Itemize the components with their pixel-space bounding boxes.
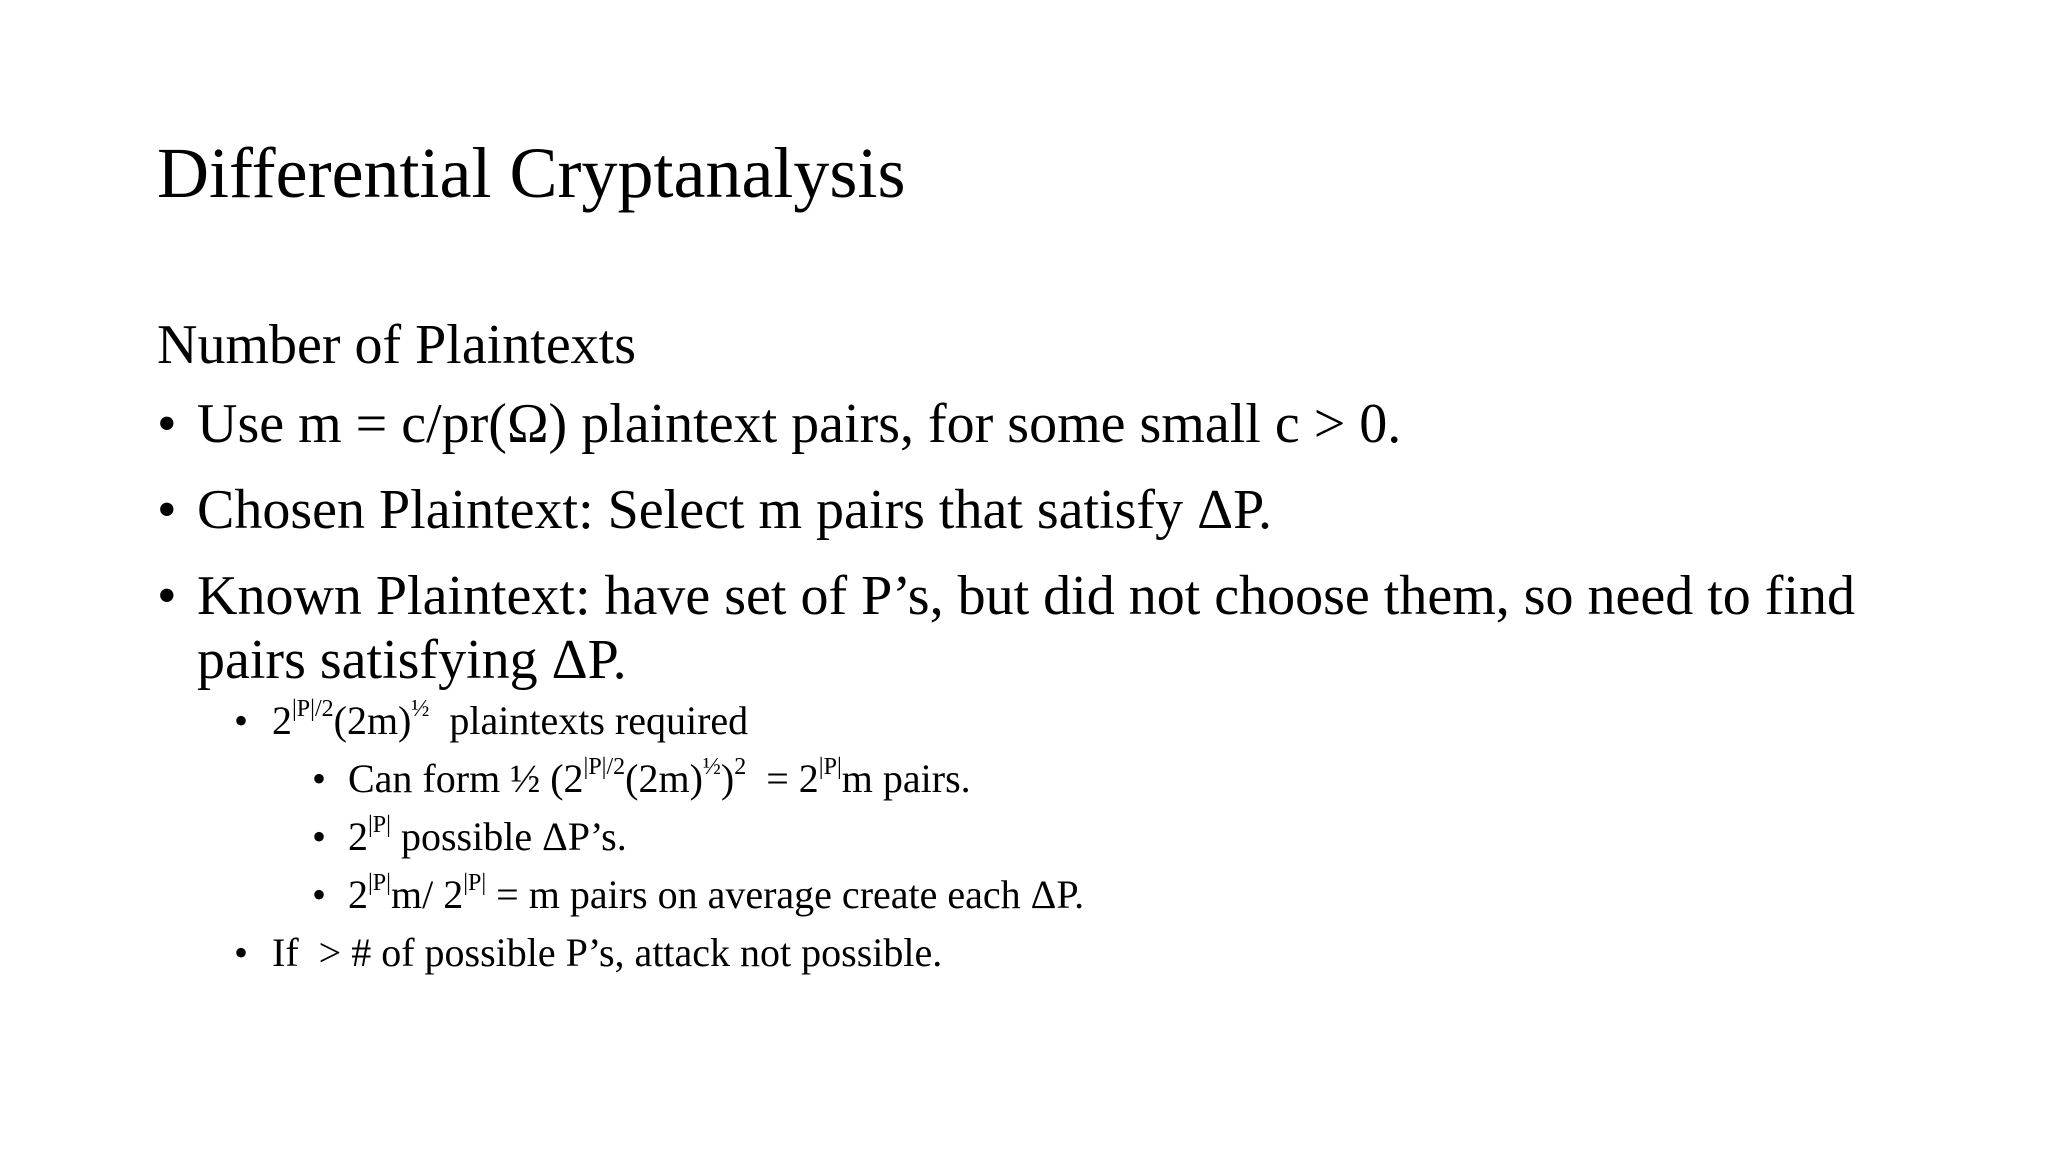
formula-close: ) [720, 756, 735, 801]
formula-middle: (2m) [625, 756, 703, 801]
bullet-text: Use m = c/pr(Ω) plaintext pairs, for some small c > 0. [197, 393, 1402, 455]
bullet-pairs-count [157, 392, 1897, 456]
formula-base: 2 [348, 872, 368, 917]
bullet-chosen-plaintext [157, 478, 1897, 542]
sub-sub-bullet-average-pairs [312, 872, 1897, 918]
sub-bullet-attack-not-possible [234, 930, 1897, 976]
section-heading: Number of Plaintexts [157, 314, 637, 376]
slide-title: Differential Cryptanalysis [157, 133, 906, 213]
bullet-dot: • [234, 930, 249, 975]
formula-half: ½ [702, 754, 721, 781]
bullet-dot: • [157, 479, 177, 541]
bullet-text: Chosen Plaintext: Select m pairs that satisfy ΔP. [197, 479, 1273, 541]
formula-exponent: |P|/2 [583, 754, 626, 781]
formula-exponent: |P| [463, 870, 487, 897]
formula-base: 2 [348, 814, 368, 859]
slide-body [157, 310, 1897, 988]
formula-exponent: |P| [368, 870, 391, 897]
formula-base: 2 [272, 698, 292, 743]
formula-exponent: |P|/2 [292, 696, 334, 723]
formula-exponent: |P| [818, 754, 842, 781]
bullet-text: Known Plaintext: have set of P’s, but did not choose them, so need to find pairs satisfying ΔP. [197, 565, 1856, 691]
bullet-dot: • [157, 565, 177, 627]
bullet-dot: • [312, 756, 327, 801]
sub-sub-bullet-possible-deltas [312, 814, 1897, 860]
formula-post: m pairs. [841, 756, 971, 801]
sub-sub-bullet-form-pairs [312, 756, 1897, 802]
bullet-dot: • [157, 393, 177, 455]
formula-post: possible ΔP’s. [390, 814, 627, 859]
sub-bullet-plaintexts-required [234, 698, 1897, 744]
bullet-dot: • [312, 814, 327, 859]
formula-tail: plaintexts required [429, 698, 749, 743]
bullet-dot: • [234, 698, 249, 743]
bullet-dot: • [312, 872, 327, 917]
formula-half: ½ [411, 696, 430, 723]
formula-post: = m pairs on average create each ΔP. [486, 872, 1085, 917]
formula-pre: Can form ½ (2 [348, 756, 584, 801]
formula-middle: m/ 2 [390, 872, 464, 917]
bullet-text: If > # of possible P’s, attack not possible. [272, 930, 943, 975]
formula-exponent: |P| [368, 812, 391, 839]
bullet-known-plaintext [157, 564, 1897, 692]
formula-middle: (2m) [333, 698, 412, 743]
formula-square: 2 [734, 754, 747, 781]
formula-equals: = 2 [746, 756, 819, 801]
